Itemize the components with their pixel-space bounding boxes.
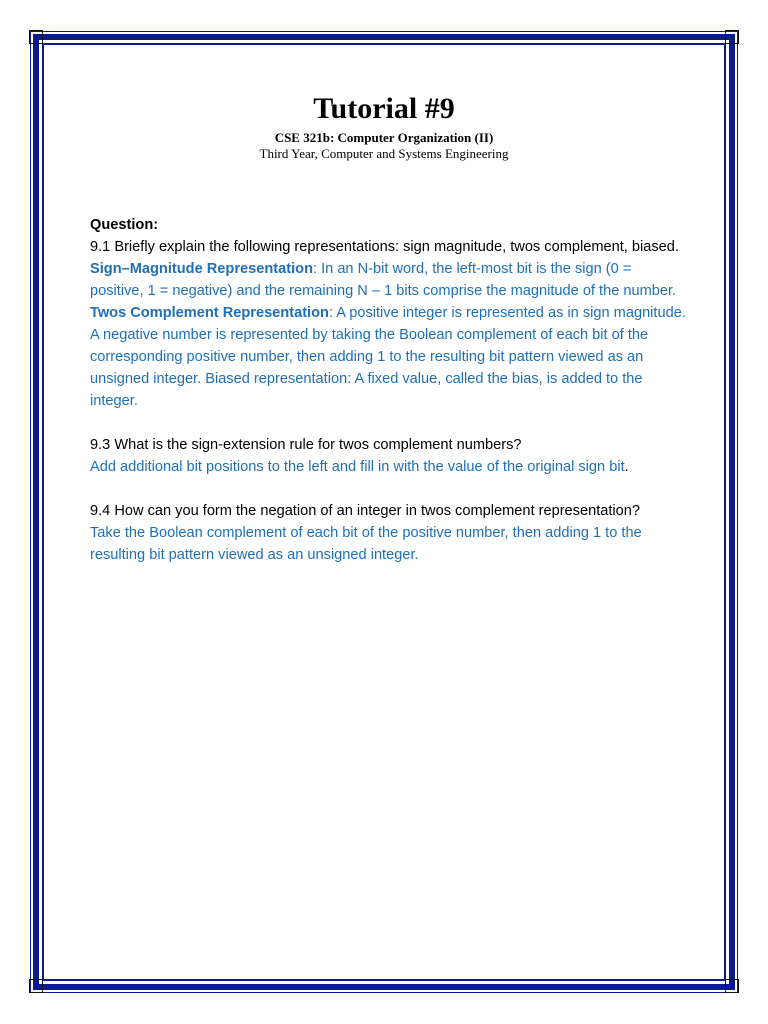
spacer	[90, 412, 688, 434]
answer-9-4: Take the Boolean complement of each bit of the positive number, then adding 1 to the resulting bit pattern viewed as an unsigned integer.	[90, 525, 642, 563]
questions-section	[90, 214, 688, 566]
border-corner-ornament	[29, 979, 43, 993]
question-9-4: 9.4 How can you form the negation of an integer in twos complement representation?	[90, 503, 641, 519]
answer-text: : A positive integer is represented as in sign magnitude. A negative number is represented by taking the Boolean complement of each bit of the corresponding positive number, then adding 1 to the resulting bit pattern viewed as an unsigned integer. Biased representation: A fixed value, called the bias, is added to the integer.	[90, 305, 686, 409]
answer-text: : In an N-bit word, the left-most bit is the sign (0 = positive, 1 = negative) and the remaining N – 1 bits comprise the magnitude of the number.	[90, 261, 677, 299]
course-name: CSE 321b: Computer Organization (II)	[274, 130, 494, 145]
border-corner-ornament	[725, 979, 739, 993]
page-title: Tutorial #9	[313, 92, 455, 125]
answer-term-sign-magnitude: Sign–Magnitude Representation	[90, 261, 313, 277]
spacer	[90, 478, 688, 500]
border-corner-ornament	[29, 30, 43, 44]
answer-period: .	[624, 459, 629, 475]
answer-9-1	[90, 258, 688, 412]
questions-heading: Question:	[90, 217, 159, 233]
course-year: Third Year, Computer and Systems Engineering	[259, 146, 509, 161]
answer-term-twos-complement: Twos Complement Representation	[90, 305, 329, 321]
border-corner-ornament	[725, 30, 739, 44]
answer-text: Add additional bit positions to the left and fill in with the value of the original sign bit	[90, 459, 625, 475]
question-9-3: 9.3 What is the sign-extension rule for twos complement numbers?	[90, 437, 522, 453]
answer-9-3	[90, 456, 688, 478]
question-9-1: 9.1 Briefly explain the following representations: sign magnitude, twos complement, biased.	[90, 239, 679, 255]
